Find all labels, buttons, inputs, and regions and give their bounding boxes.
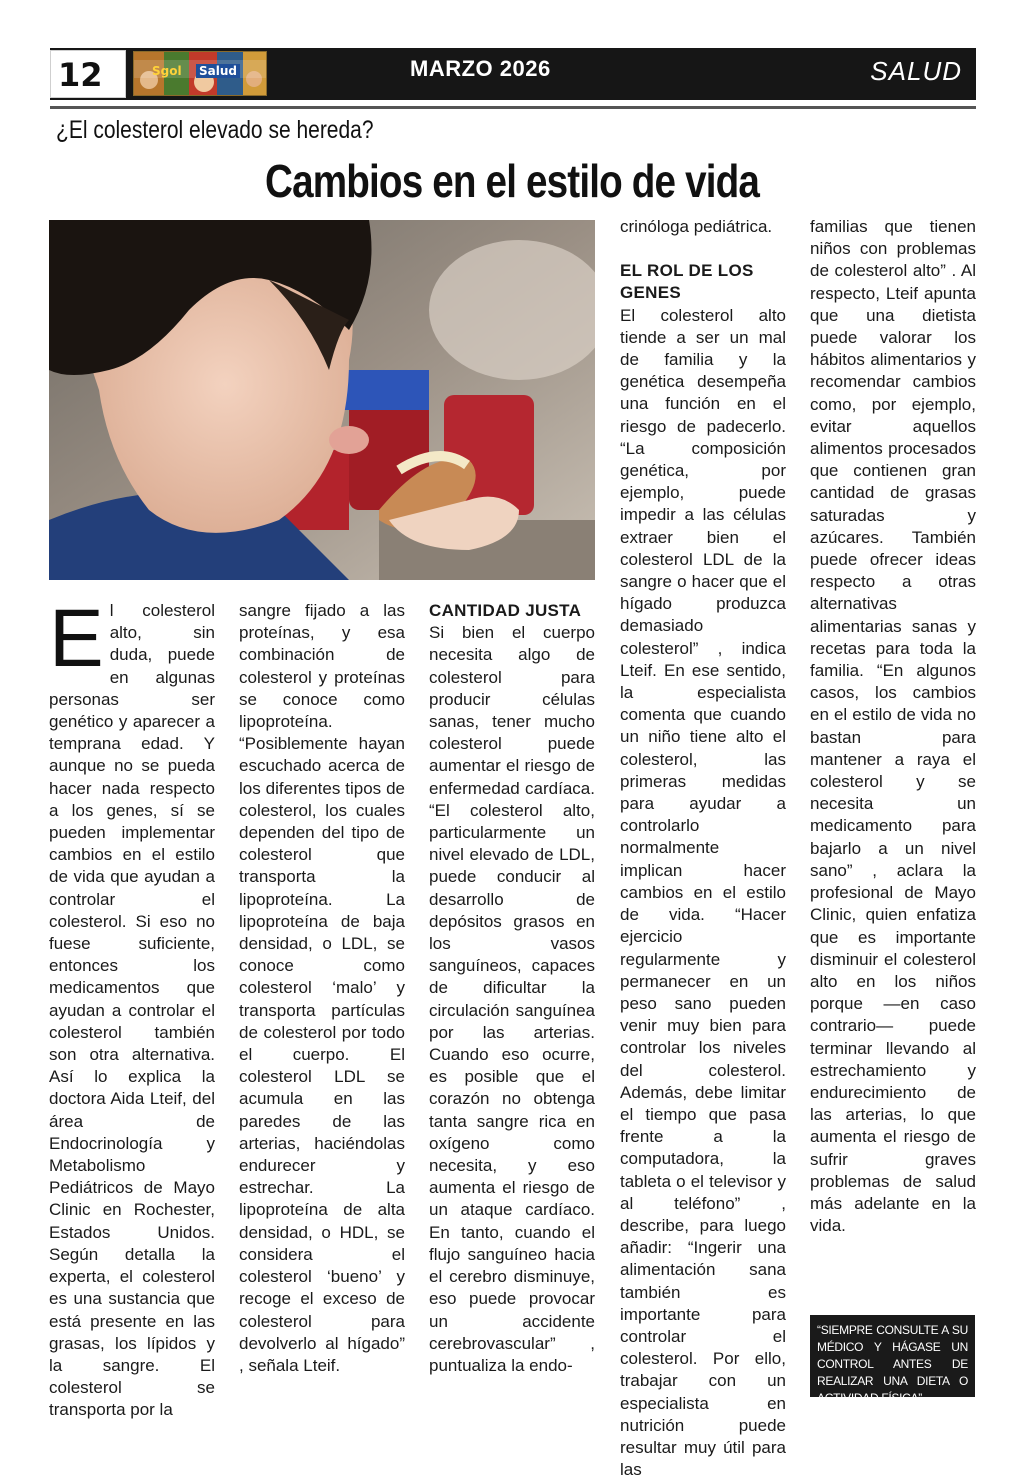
pull-quote-box: [810, 1315, 975, 1405]
subhead-cantidad-justa: CANTIDAD JUSTA: [429, 601, 582, 620]
column-4-text-a: crinóloga pediátrica.: [620, 217, 773, 236]
drop-cap: E: [49, 593, 104, 684]
article-photo: [49, 220, 595, 580]
column-4-text-b: El colesterol alto tiende a ser un mal de familia y la genética desempeña una función en el riesgo de padecerlo. “La composición genética, por ejemplo, puede impedir a las células extraer bien el colesterol LDL de la sangre o hacer que el hígado produzca demasiado colesterol” , indica Lteif. En ese sentido, la especialista comenta que cuando un niño tiene alto el colesterol, las primeras medidas para ayudar a controlarlo normalmente implican hacer cambios en el estilo de vida. “Hacer ejercicio regularmente y permanecer en un peso sano pueden venir muy bien para controlar los niveles del colesterol. Además, debe limitar el tiempo que pasa frente a la computadora, la tableta o el televisor y al teléfono” , describe, para luego añadir: “Ingerir una alimentación sana también es importante para controlar el colesterol. Por ello, trabajar con un especialista en nutrición puede resultar muy útil para las: [620, 305, 786, 1480]
article-kicker: ¿El colesterol elevado se hereda?: [56, 116, 374, 144]
page-number: 12: [58, 56, 103, 94]
column-2-text: sangre fijado a las proteínas, y esa combinación de colesterol y proteínas se conoce como lipoproteína. “Posiblemente hayan escuchado acerca de los diferentes tipos de colesterol, los cuales dependen del tipo de colesterol que transporta la lipoproteína. La lipoproteína de baja densidad, o LDL, se conoce como colesterol ‘malo’ y transporta partículas de colesterol por todo el cuerpo. El colesterol LDL se acumula en las paredes de las arterias, haciéndolas endurecer y estrechar. La lipoproteína de alta densidad, o HDL, se considera el colesterol ‘bueno’ y recoge el exceso de colesterol para devolverlo al hígado” , señala Lteif.: [239, 601, 405, 1375]
column-1-text: l colesterol alto, sin duda, puede en algunas personas ser genético y aparecer a temprana edad. Y aunque no se pueda hacer nada respecto a los genes, sí se pueden implementar cambios en el estilo de vida que ayudan a controlar el colesterol. Si eso no fuese suficiente, entonces los medicamentos que ayudan a controlar el colesterol también son otra alternativa. Así lo explica la doctora Aida Lteif, del área de Endocrinología y Metabolismo Pediátricos de Mayo Clinic en Rochester, Estados Unidos. Según detalla la experta, el colesterol es una sustancia que está presente en las grasas, los lípidos y la sangre. El colesterol se transporta por la: [49, 601, 215, 1420]
publication-logo: [133, 51, 267, 96]
subhead-rol-genes: EL ROL DE LOS GENES: [620, 261, 754, 303]
article-column-3: [429, 600, 595, 1377]
article-column-2: [239, 600, 405, 1377]
pull-quote-text: “SIEMPRE CONSULTE A SU MÉDICO Y HÁGASE UN CONTROL ANTES DE REALIZAR UNA DIETA O ACTIVIDAD FÍSICA”: [817, 1323, 968, 1405]
article-headline: [0, 154, 1024, 208]
logo-word-1: Sgol: [152, 64, 182, 78]
header-rule: [50, 106, 976, 109]
section-name: SALUD: [870, 56, 962, 86]
logo-word-2: Salud: [196, 64, 240, 78]
photo-boy-eating-hotdog-icon: [49, 220, 595, 580]
column-5-text: familias que tienen niños con problemas de colesterol alto” . Al respecto, Lteif apunta que una dietista puede valorar los hábitos alimentarios y recomendar cambios como, por ejemplo, evitar aquellos alimentos procesados que contienen gran cantidad de grasas saturadas y azúcares. También puede ofrecer ideas respecto a otras alternativas alimentarias sanas y recetas para toda la familia. “En algunos casos, los cambios en el estilo de vida no bastan para mantener a raya el colesterol y se necesita un medicamento para bajarlo a un nivel sano” , aclara la profesional de Mayo Clinic, quien enfatiza que es importante disminuir el colesterol alto en los niños porque —en caso contrario— puede terminar llevando al estrechamiento y endurecimiento de las arterias, lo que aumenta el riesgo de sufrir graves problemas de salud más adelante en la vida.: [810, 217, 976, 1236]
column-3-text: Si bien el cuerpo necesita algo de colesterol para producir células sanas, tener mucho colesterol puede aumentar el riesgo de enfermedad cardíaca. “El colesterol alto, particularmente un nivel elevado de LDL, puede conducir al desarrollo de depósitos grasos en los vasos sanguíneos, capaces de dificultar la circulación sanguínea por las arterias. Cuando eso ocurre, es posible que el corazón no obtenga tanta sangre rica en oxígeno como necesita, y eso aumenta el riesgo de un ataque cardíaco. En tanto, cuando el flujo sanguíneo hacia el cerebro disminuye, eso puede provocar un accidente cerebrovascular” , puntualiza la endo-: [429, 623, 595, 1375]
article-column-5: [810, 216, 976, 1237]
article-column-1: [49, 593, 215, 1422]
column-4-spacer: [620, 238, 786, 260]
headline-text: Cambios en el estilo de vida: [265, 155, 759, 207]
article-column-4: [620, 216, 786, 1481]
issue-date: MARZO 2026: [410, 56, 551, 81]
